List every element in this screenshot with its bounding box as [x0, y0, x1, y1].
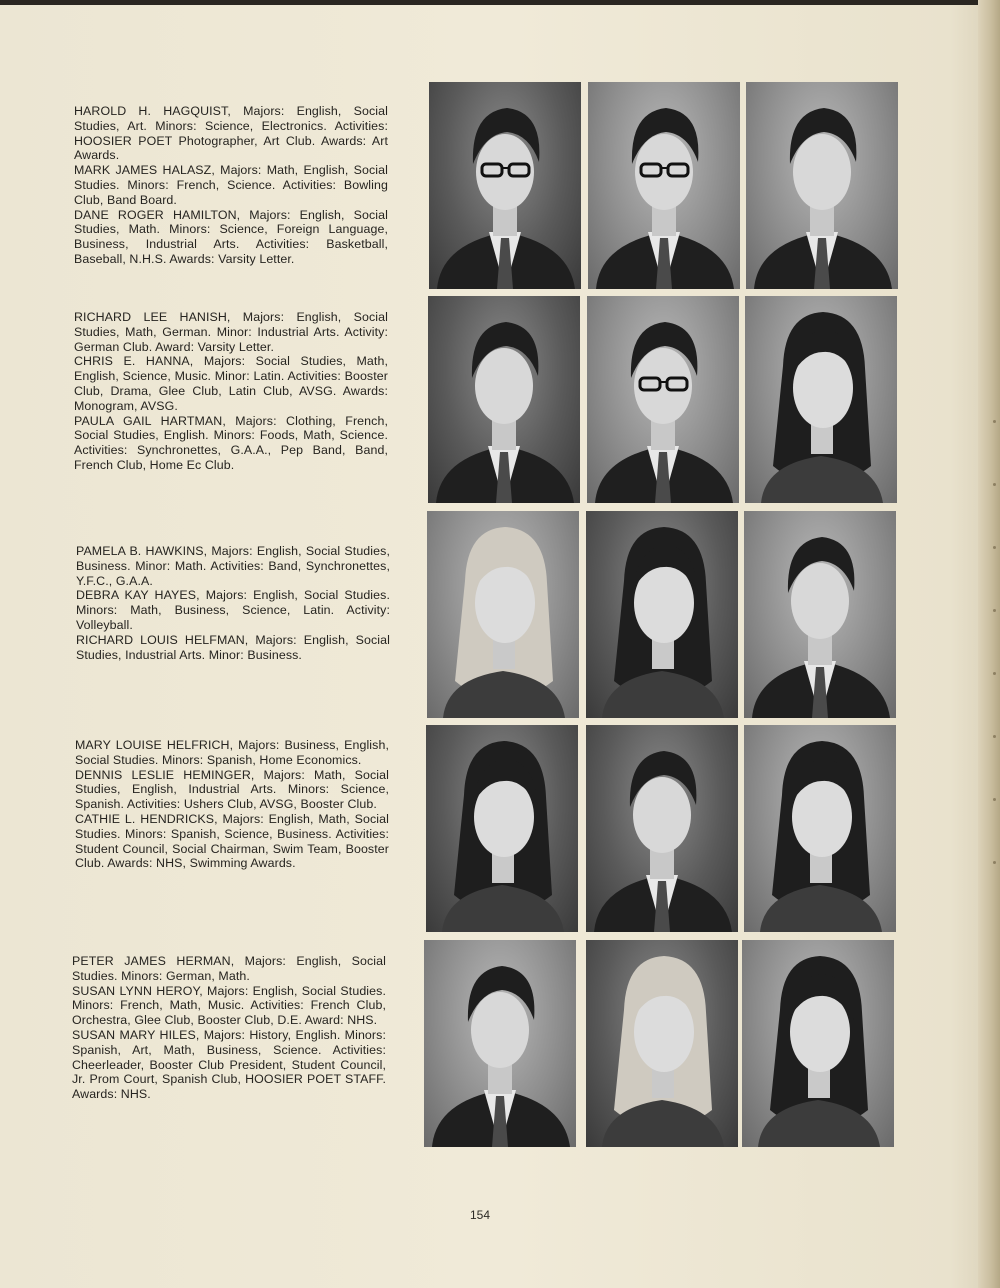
portrait-photo — [744, 511, 896, 718]
portrait-figure — [429, 82, 581, 289]
portrait-photo — [588, 82, 740, 289]
portrait-photo — [424, 940, 576, 1147]
caption-entry: MARY LOUISE HELFRICH, Majors: Business, English, Social Studies. Minors: Spanish, Home Economics. — [75, 738, 389, 767]
portrait-photo — [429, 82, 581, 289]
portrait-photo — [744, 725, 896, 932]
portrait-figure — [742, 940, 894, 1147]
portrait-figure — [426, 725, 578, 932]
portrait-photo — [742, 940, 894, 1147]
caption-entry: MARK JAMES HALASZ, Majors: Math, English, Social Studies. Minors: French, Science. Activities: Bowling Club, Band Board. — [74, 163, 388, 207]
caption-entry: CATHIE L. HENDRICKS, Majors: English, Math, Social Studies. Minors: Spanish, Science, Business. Activities: Student Council, Social Chairman, Swim Team, Booster Club. Awards: NHS, Swimming Awards. — [75, 811, 389, 871]
portrait-figure — [744, 725, 896, 932]
portrait-figure — [744, 511, 896, 718]
portrait-photo — [427, 511, 579, 718]
caption-entry: PAULA GAIL HARTMAN, Majors: Clothing, French, Social Studies, English. Minors: Foods, Math, Science. Activities: Synchronettes, G.A.A., Pep Band, Band, French Club, Home Ec Club. — [74, 413, 388, 472]
portrait-photo — [586, 511, 738, 718]
binding-stitches — [992, 420, 998, 920]
portrait-figure — [746, 82, 898, 289]
caption-entry: DANE ROGER HAMILTON, Majors: English, Social Studies, Math. Minors: Science, Foreign Language, Business, Industrial Arts. Activities: Basketball, Baseball, N.H.S. Awards: Varsity Letter. — [74, 207, 388, 266]
page-binding-edge — [978, 0, 1000, 1288]
portrait-photo — [586, 940, 738, 1147]
caption-entry: CHRIS E. HANNA, Majors: Social Studies, Math, English, Science, Music. Minor: Latin. Activities: Booster Club, Drama, Glee Club, Latin Club, AVSG. Awards: Monogram, AVSG. — [74, 354, 388, 413]
caption-entry: HAROLD H. HAGQUIST, Majors: English, Social Studies, Art. Minors: Science, Electronics. Activities: HOOSIER POET Photographer, Art Club. Awards: Art Awards. — [74, 104, 388, 163]
portrait-photo — [428, 296, 580, 503]
portrait-photo — [426, 725, 578, 932]
caption-entry: RICHARD LEE HANISH, Majors: English, Social Studies, Math, German. Minor: Industrial Arts. Activity: German Club. Award: Varsity Letter. — [74, 310, 388, 354]
portrait-figure — [428, 296, 580, 503]
portrait-figure — [427, 511, 579, 718]
portrait-figure — [586, 511, 738, 718]
page-top-edge — [0, 0, 1000, 5]
caption-entry: SUSAN LYNN HEROY, Majors: English, Social Studies. Minors: French, Math, Music. Activities: French Club, Orchestra, Glee Club, Booster Club, D.E. Award: NHS. — [72, 983, 386, 1028]
caption-block-2 — [74, 310, 388, 473]
portrait-figure — [424, 940, 576, 1147]
caption-entry: RICHARD LOUIS HELFMAN, Majors: English, Social Studies, Industrial Arts. Minor: Business. — [76, 632, 390, 662]
caption-entry: PAMELA B. HAWKINS, Majors: English, Social Studies, Business. Minor: Math. Activities: Band, Synchronettes, Y.F.C., G.A.A. — [76, 544, 390, 588]
page-number: 154 — [469, 1208, 491, 1222]
portrait-figure — [588, 82, 740, 289]
caption-block-3 — [76, 544, 390, 662]
portrait-figure — [745, 296, 897, 503]
caption-entry: DENNIS LESLIE HEMINGER, Majors: Math, Social Studies, English, Industrial Arts. Minors: Science, Spanish. Activities: Ushers Club, AVSG, Booster Club. — [75, 767, 389, 812]
portrait-photo — [587, 296, 739, 503]
portrait-photo — [746, 82, 898, 289]
portrait-photo — [586, 725, 738, 932]
caption-entry: PETER JAMES HERMAN, Majors: English, Social Studies. Minors: German, Math. — [72, 954, 386, 983]
caption-block-4 — [75, 738, 389, 871]
portrait-photo — [745, 296, 897, 503]
portrait-figure — [587, 296, 739, 503]
caption-block-5 — [72, 954, 386, 1102]
caption-block-1 — [74, 104, 388, 267]
caption-entry: DEBRA KAY HAYES, Majors: English, Social Studies. Minors: Math, Business, Science, Latin. Activity: Volleyball. — [76, 588, 390, 632]
portrait-figure — [586, 940, 738, 1147]
caption-entry: SUSAN MARY HILES, Majors: History, English. Minors: Spanish, Art, Math, Business, Science. Activities: Cheerleader, Booster Club President, Student Council, Jr. Prom Court, Spanish Club, HOOSIER POET STAFF. Awards: NHS. — [72, 1027, 386, 1102]
portrait-figure — [586, 725, 738, 932]
